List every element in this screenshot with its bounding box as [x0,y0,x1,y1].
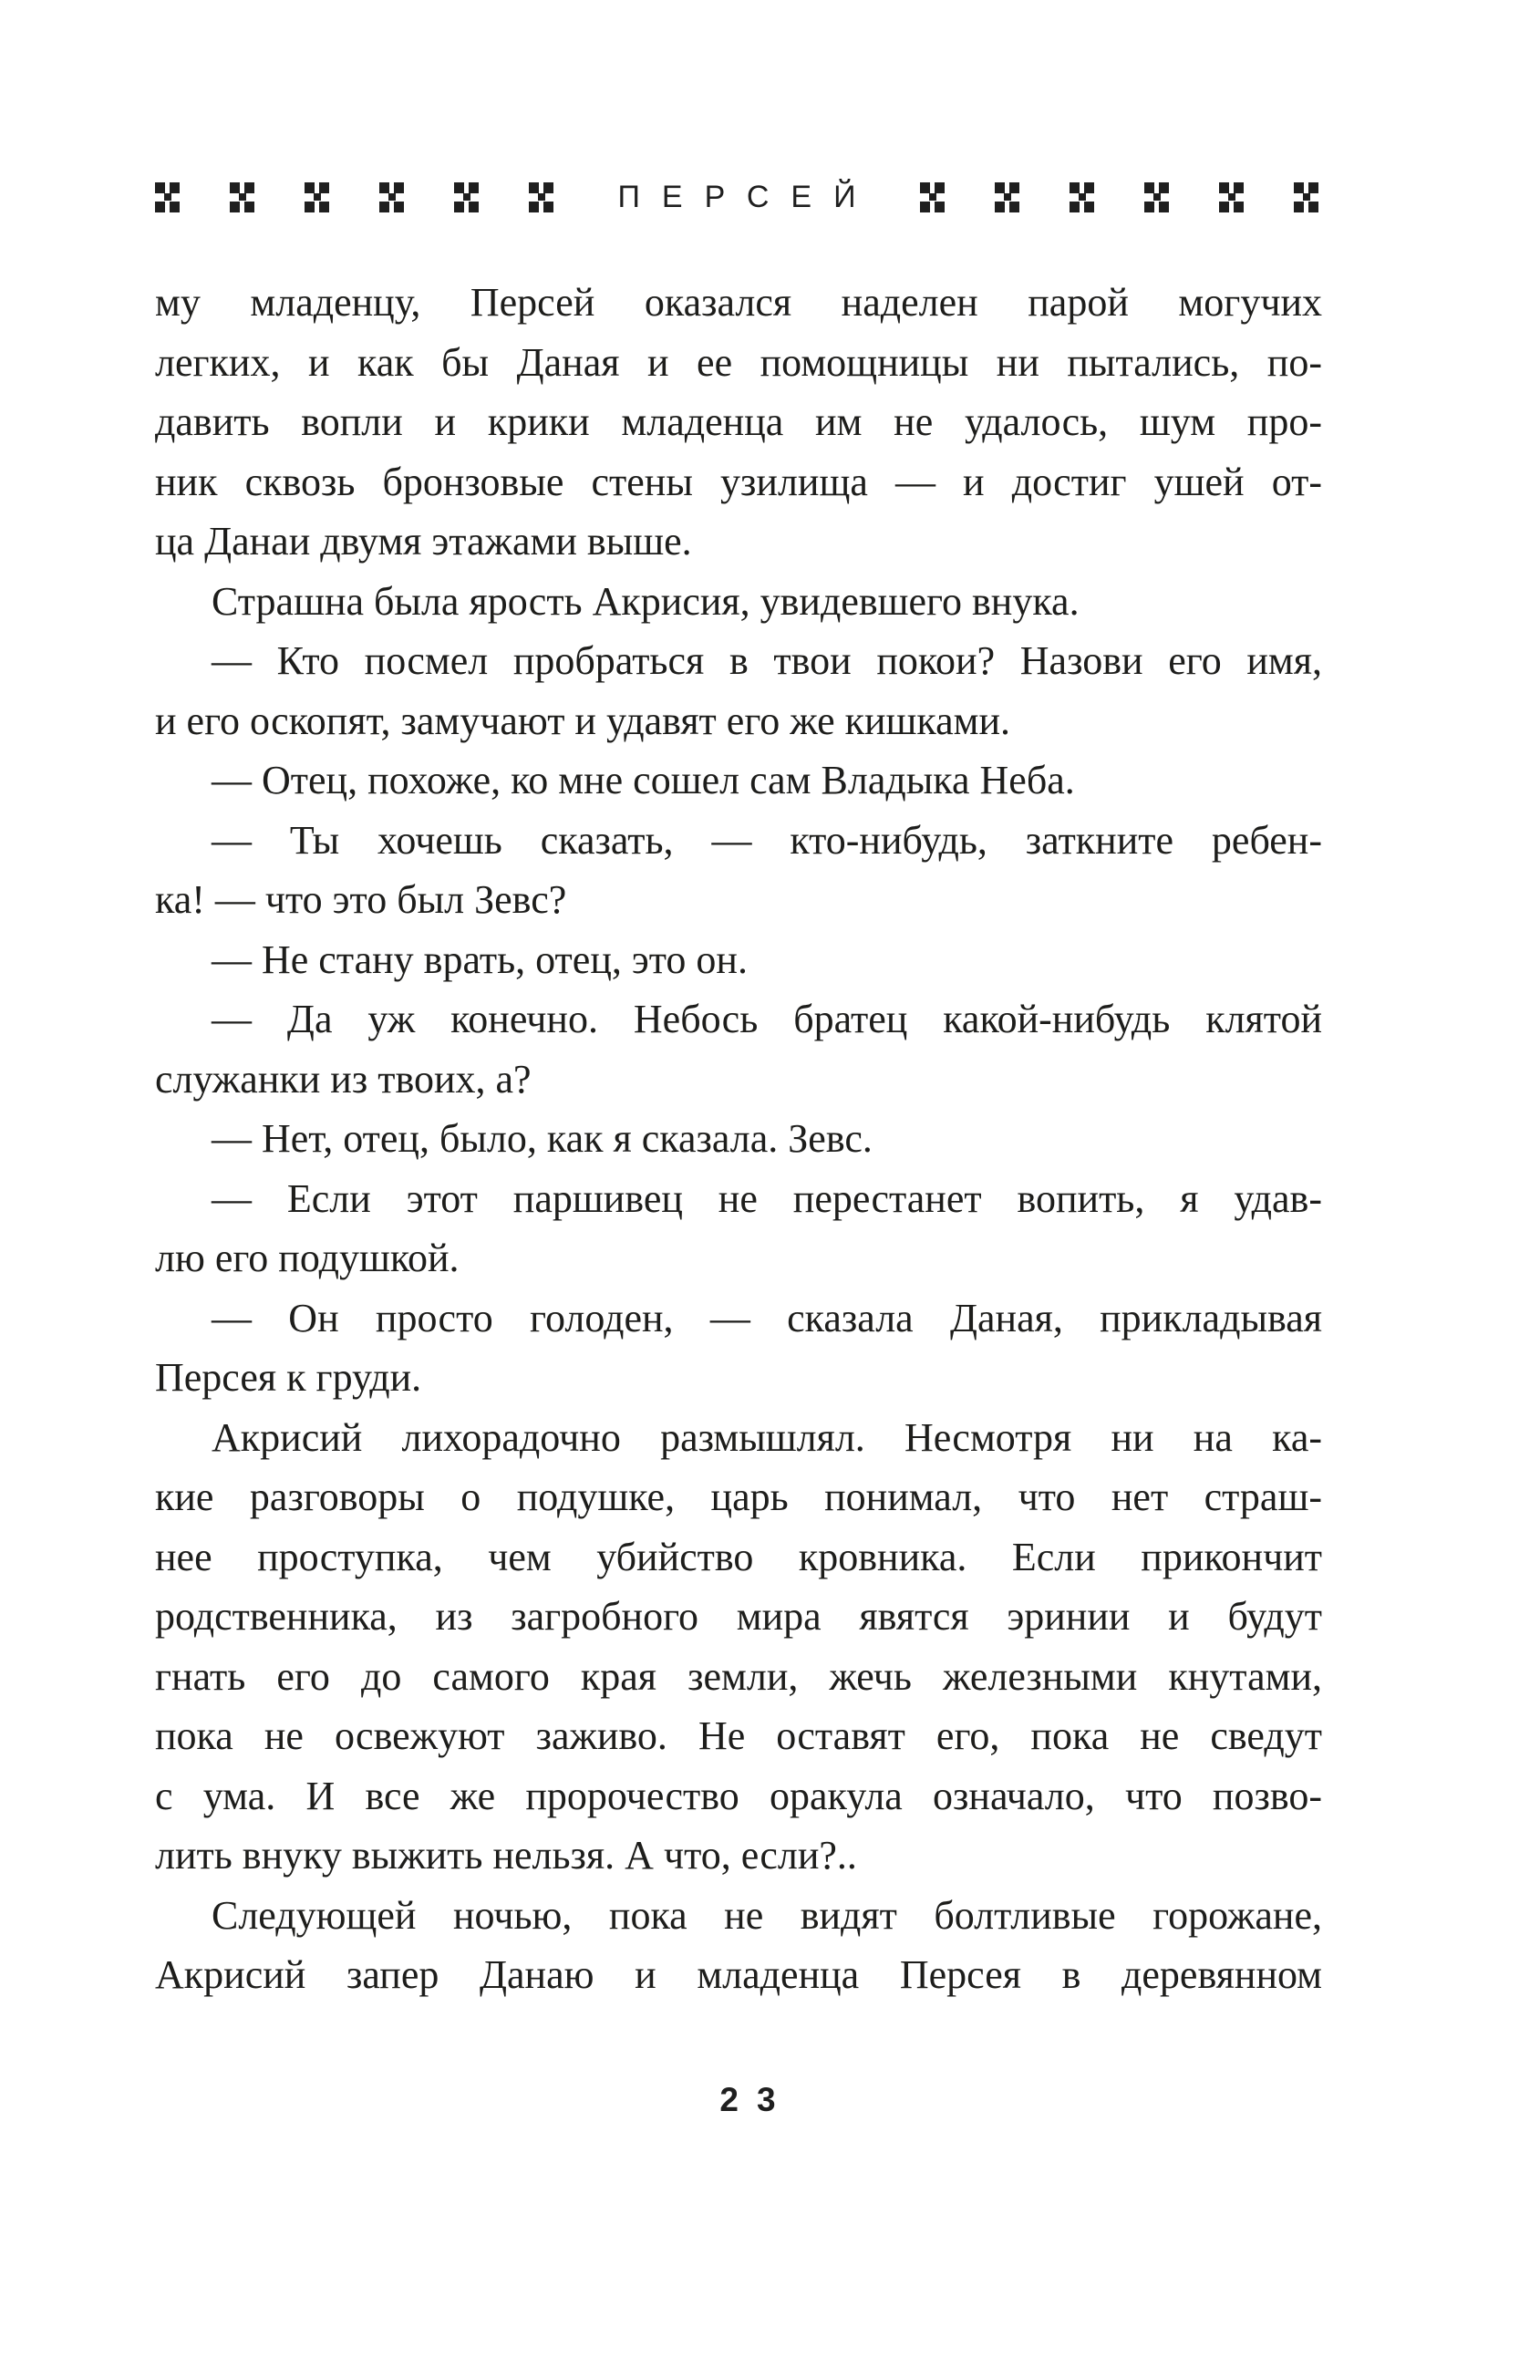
text-line: — Нет, отец, было, как я сказала. Зевс. [212,1116,873,1161]
checker-quincunx-ornament-icon [379,182,404,212]
text-line: Акрисий лихорадочно размышлял. Несмотря ни на ка- [212,1414,1322,1460]
checker-quincunx-ornament-icon [155,182,180,212]
text-line: лить внуку выжить нельзя. А что, если?.. [155,1833,857,1878]
text-line: служанки из твоих, а? [155,1056,532,1102]
text-line: Акрисий запер Данаю и младенца Персея в деревянном [155,1952,1322,1997]
text-line: лю его подушкой. [155,1236,460,1280]
checker-quincunx-ornament-icon [230,182,254,212]
text-line: му младенцу, Персей оказался наделен парой могучих [155,280,1322,325]
text-line: Персея к груди. [155,1355,422,1400]
text-line: — Он просто голоден, — сказала Даная, прикладывая [212,1295,1322,1340]
text-line: ник сквозь бронзовые стены узилища — и достиг ушей от- [155,459,1322,504]
text-line: и его оскопят, замучают и удавят его же кишками. [155,698,1011,743]
text-line: — Не стану врать, отец, это он. [212,936,748,982]
text-line: с ума. И все же пророчество оракула означало, что позво- [155,1773,1322,1818]
checker-quincunx-ornament-icon [1144,182,1169,212]
ornament-group-right [920,182,1318,212]
text-line: гнать его до самого края земли, жечь железными кнутами, [155,1653,1322,1699]
text-line: давить вопли и крики младенца им не удалось, шум про- [155,399,1322,444]
text-line: пока не освежуют заживо. Не оставят его, пока не сведут [155,1713,1322,1758]
checker-quincunx-ornament-icon [995,182,1019,212]
text-line: — Если этот паршивец не перестанет вопить, я удав- [212,1175,1322,1221]
page-number: 23 [719,2081,794,2118]
chapter-title: ПЕРСЕЙ [617,179,878,214]
text-line: — Отец, похоже, ко мне сошел сам Владыка Неба. [212,758,1075,802]
checker-quincunx-ornament-icon [920,182,945,212]
checker-quincunx-ornament-icon [1294,182,1318,212]
checker-quincunx-ornament-icon [454,182,479,212]
checker-quincunx-ornament-icon [529,182,553,212]
checker-quincunx-ornament-icon [305,182,329,212]
text-line: ка! — что это был Зевс? [155,877,567,922]
text-line: — Да уж конечно. Небось братец какой-нибудь клятой [212,997,1322,1041]
ornament-group-left [155,182,553,212]
text-line: — Ты хочешь сказать, — кто-нибудь, заткните ребен- [212,817,1322,863]
text-line: Следующей ночью, пока не видят болтливые горожане, [212,1892,1322,1938]
page-text [155,273,1322,2005]
running-head [155,175,1318,219]
text-line: — Кто посмел пробраться в твои покои? Назови его имя, [212,638,1322,683]
checker-quincunx-ornament-icon [1219,182,1244,212]
text-line: ца Данаи двумя этажами выше. [155,519,692,564]
checker-quincunx-ornament-icon [1070,182,1094,212]
text-line: легких, и как бы Даная и ее помощницы ни пытались, по- [155,339,1322,385]
text-line: нее проступка, чем убийство кровника. Если прикончит [155,1534,1322,1579]
text-line: Страшна была ярость Акрисия, увидевшего внука. [212,578,1080,624]
text-line: кие разговоры о подушке, царь понимал, что нет страш- [155,1475,1322,1519]
text-line: родственника, из загробного мира явятся эринии и будут [155,1594,1322,1639]
